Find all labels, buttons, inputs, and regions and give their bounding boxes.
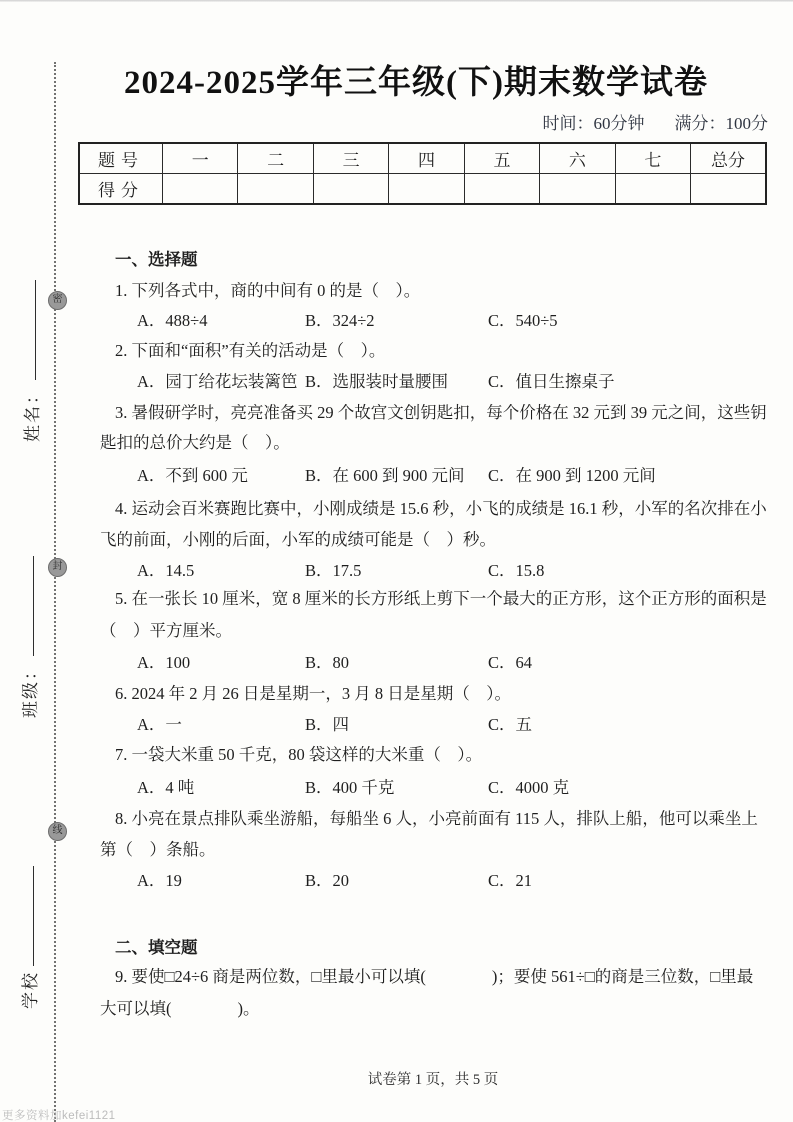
score-table-score-row (79, 174, 766, 205)
option-a: A．488÷4 (137, 311, 208, 330)
seal-stamp-feng: 封 (48, 558, 67, 577)
full-score: 满分：100分 (674, 114, 768, 133)
option-c: C．值日生擦桌子 (488, 372, 615, 391)
option-a: A．19 (137, 871, 182, 890)
score-row-label: 得分 (79, 174, 163, 205)
question-1-options (137, 307, 770, 331)
time-limit: 时间：60分钟 (542, 114, 645, 133)
seal-stamp-xian: 线 (48, 822, 67, 841)
option-c: C．在 900 到 1200 元间 (488, 466, 656, 485)
question-9-line-2: 大可以填( )。 (100, 999, 260, 1018)
option-a: A．不到 600 元 (137, 466, 248, 485)
option-b: B．17.5 (305, 561, 362, 580)
score-table-total-label: 总分 (691, 143, 766, 174)
question-3-options (137, 462, 770, 486)
option-a: A．4 吨 (137, 778, 195, 797)
student-name-blank-line (32, 280, 36, 380)
option-c: C．64 (488, 653, 533, 672)
page-title: 2024-2025学年三年级(下)期末数学试卷 (124, 65, 708, 101)
question-1: 1. 下列各式中，商的中间有 0 的是（ ）。 (115, 281, 421, 300)
question-6-options (137, 711, 770, 735)
score-table-col-4: 四 (389, 143, 464, 174)
score-table-col-2: 二 (238, 143, 313, 174)
question-7: 7. 一袋大米重 50 千克，80 袋这样的大米重（ ）。 (115, 745, 483, 764)
watermark-text: 更多资料加kefei1121 (2, 1110, 116, 1122)
option-a: A．100 (137, 653, 191, 672)
page-number: 试卷第 1 页，共 5 页 (367, 1072, 499, 1088)
question-8-line-2: 第（ ）条船。 (100, 840, 216, 859)
option-b: B．20 (305, 871, 350, 890)
option-b: B．80 (305, 653, 350, 672)
option-c: C．21 (488, 871, 533, 890)
school-text: 学校 (21, 971, 40, 1009)
question-2: 2. 下面和“面积”有关的活动是（ ）。 (115, 341, 386, 360)
option-a: A．一 (137, 715, 182, 734)
question-4-line-1: 4. 运动会百米赛跑比赛中，小刚成绩是 15.6 秒，小飞的成绩是 16.1 秒，小军的名次排在小 (115, 499, 767, 518)
question-3-line-2: 匙扣的总价大约是（ ）。 (100, 433, 290, 452)
student-name-label (18, 280, 43, 442)
question-4-options (137, 557, 770, 581)
option-b: B．324÷2 (305, 311, 375, 330)
class-text: 班级： (21, 661, 40, 718)
class-label (16, 556, 41, 718)
option-b: B．选服装时量腰围 (305, 372, 449, 391)
question-5-options (137, 649, 770, 673)
score-table (78, 142, 767, 205)
score-cell (238, 174, 313, 205)
question-7-options (137, 774, 770, 798)
option-c: C．4000 克 (488, 778, 570, 797)
score-table-question-no-label: 题号 (79, 143, 163, 174)
option-b: B．四 (305, 715, 350, 734)
score-cell (163, 174, 238, 205)
school-blank-line (30, 866, 34, 966)
school-label (16, 866, 41, 1009)
score-table-col-7: 七 (615, 143, 690, 174)
exam-meta (543, 109, 769, 134)
question-2-options (137, 368, 770, 392)
question-3-line-1: 3. 暑假研学时，亮亮准备买 29 个故宫文创钥匙扣，每个价格在 32 元到 39 元之间，这些钥 (115, 403, 767, 422)
option-c: C．540÷5 (488, 311, 558, 330)
score-table-header-row (79, 143, 766, 174)
score-cell (313, 174, 388, 205)
seal-dotted-line (54, 62, 56, 1122)
score-cell (464, 174, 539, 205)
question-8-line-1: 8. 小亮在景点排队乘坐游船，每船坐 6 人，小亮前面有 115 人，排队上船，他可以乘坐上 (115, 809, 758, 828)
section-fill-heading: 二、填空题 (115, 938, 198, 957)
option-c: C．五 (488, 715, 533, 734)
score-cell (540, 174, 615, 205)
option-c: C．15.8 (488, 561, 545, 580)
score-cell (615, 174, 690, 205)
question-5-line-1: 5. 在一张长 10 厘米，宽 8 厘米的长方形纸上剪下一个最大的正方形，这个正方形的面积是 (115, 589, 767, 608)
option-a: A．园丁给花坛装篱笆 (137, 372, 298, 391)
question-5-line-2: （ ）平方厘米。 (100, 621, 232, 640)
score-table-col-5: 五 (464, 143, 539, 174)
section-choice-heading: 一、选择题 (115, 250, 198, 269)
question-8-options (137, 867, 770, 891)
student-name-text: 姓名： (23, 385, 42, 442)
question-4-line-2: 飞的前面，小刚的后面，小军的成绩可能是（ ）秒。 (100, 530, 496, 549)
score-table-col-1: 一 (163, 143, 238, 174)
option-b: B．在 600 到 900 元间 (305, 466, 465, 485)
class-blank-line (30, 556, 34, 656)
option-a: A．14.5 (137, 561, 195, 580)
option-b: B．400 千克 (305, 778, 395, 797)
question-6: 6. 2024 年 2 月 26 日是星期一，3 月 8 日是星期（ ）。 (115, 684, 511, 703)
score-table-col-6: 六 (540, 143, 615, 174)
seal-stamp-mi: 密 (48, 291, 67, 310)
score-cell (389, 174, 464, 205)
score-table-col-3: 三 (313, 143, 388, 174)
question-9-line-1: 9. 要使□24÷6 商是两位数，□里最小可以填( )；要使 561÷□的商是三位数，□里最 (115, 967, 754, 986)
score-cell (691, 174, 766, 205)
